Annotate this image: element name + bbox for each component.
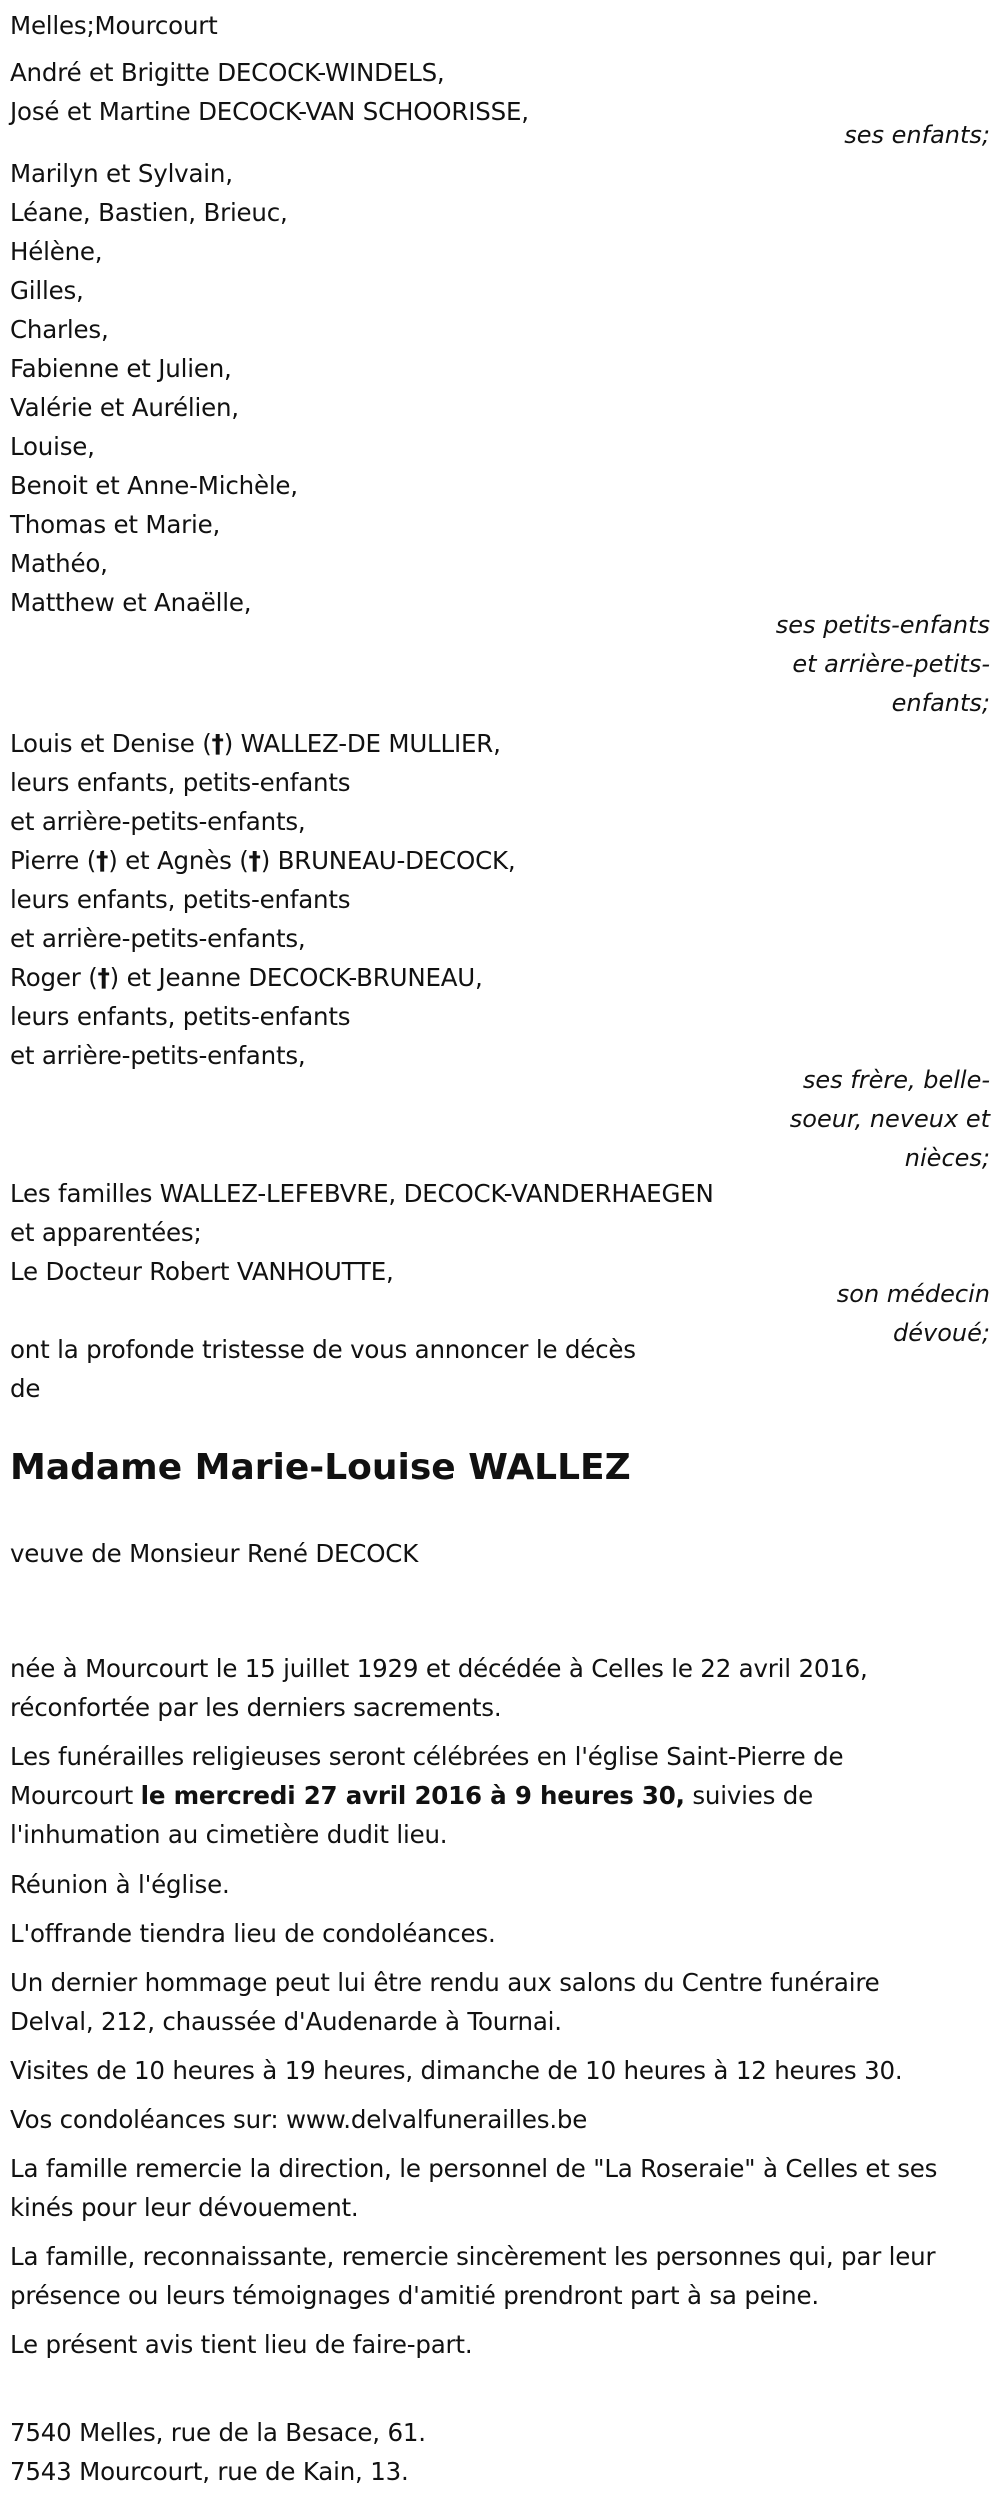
thanks-all-paragraph: La famille, reconnaissante, remercie sincèrement les personnes qui, par leur présence ou leurs témoignages d'amitié prendront part à sa peine. bbox=[10, 2242, 936, 2310]
cross-icon: † bbox=[211, 729, 224, 758]
sibling-couple: Louis et Denise (†) WALLEZ-DE MULLIER, bbox=[10, 729, 501, 758]
address-line: 7540 Melles, rue de la Besace, 61. bbox=[10, 2418, 426, 2447]
sibling-couple: Pierre (†) et Agnès (†) BRUNEAU-DECOCK, bbox=[10, 846, 516, 875]
sibling-descendants: et arrière-petits-enfants, bbox=[10, 807, 306, 836]
announcement-line: de bbox=[10, 1374, 41, 1403]
grandchild-name: Gilles, bbox=[10, 276, 84, 305]
widow-of: veuve de Monsieur René DECOCK bbox=[10, 1539, 419, 1568]
relation-line: dévoué; bbox=[893, 1319, 990, 1347]
cross-icon: † bbox=[96, 846, 109, 875]
meeting-paragraph: Réunion à l'église. bbox=[10, 1870, 230, 1899]
families-line: et apparentées; bbox=[10, 1218, 202, 1247]
relation-line: nièces; bbox=[904, 1144, 990, 1172]
relation-line: enfants; bbox=[891, 689, 990, 717]
condolences-paragraph: Vos condoléances sur: www.delvalfunerailles.be bbox=[10, 2105, 588, 2134]
grandchild-name: Louise, bbox=[10, 432, 95, 461]
child-name: José et Martine DECOCK-VAN SCHOORISSE, bbox=[10, 97, 529, 126]
grandchild-name: Charles, bbox=[10, 315, 109, 344]
deceased-name: Madame Marie-Louise WALLEZ bbox=[10, 1447, 631, 1488]
relation-line: ses petits-enfants bbox=[775, 611, 990, 639]
grandchild-name: Benoit et Anne-Michèle, bbox=[10, 471, 298, 500]
cross-icon: † bbox=[97, 963, 110, 992]
funeral-paragraph: Les funérailles religieuses seront célébrées en l'église Saint-Pierre de Mourcourt le mercredi 27 avril 2016 à 9 heures 30, suivies de l'inhumation au cimetière dudit lieu. bbox=[10, 1742, 844, 1849]
visits-paragraph: Visites de 10 heures à 19 heures, dimanche de 10 heures à 12 heures 30. bbox=[10, 2056, 903, 2085]
address-line: 7543 Mourcourt, rue de Kain, 13. bbox=[10, 2457, 409, 2486]
sibling-descendants: leurs enfants, petits-enfants bbox=[10, 1002, 351, 1031]
relation-line: soeur, neveux et bbox=[789, 1105, 990, 1133]
relation-line: ses frère, belle- bbox=[802, 1066, 990, 1094]
grandchild-name: Léane, Bastien, Brieuc, bbox=[10, 198, 288, 227]
grandchild-name: Matthew et Anaëlle, bbox=[10, 588, 252, 617]
funeral-datetime: le mercredi 27 avril 2016 à 9 heures 30, bbox=[140, 1781, 685, 1810]
doctor-relation bbox=[750, 1275, 990, 1353]
sibling-descendants: leurs enfants, petits-enfants bbox=[10, 768, 351, 797]
doctor-line: Le Docteur Robert VANHOUTTE, bbox=[10, 1257, 394, 1286]
announcement-line: ont la profonde tristesse de vous annoncer le décès bbox=[10, 1335, 636, 1364]
sibling-descendants: leurs enfants, petits-enfants bbox=[10, 885, 351, 914]
relation-line: et arrière-petits- bbox=[792, 650, 990, 678]
children-relation: ses enfants; bbox=[844, 121, 990, 149]
grandchild-name: Hélène, bbox=[10, 237, 103, 266]
thanks-staff-paragraph: La famille remercie la direction, le personnel de "La Roseraie" à Celles et ses kinés pour leur dévouement. bbox=[10, 2154, 938, 2222]
sibling-descendants: et arrière-petits-enfants, bbox=[10, 1041, 306, 1070]
grandchild-name: Thomas et Marie, bbox=[10, 510, 221, 539]
siblings-relation bbox=[750, 1061, 990, 1178]
grandchild-name: Valérie et Aurélien, bbox=[10, 393, 239, 422]
grandchild-name: Mathéo, bbox=[10, 549, 108, 578]
grandchild-name: Marilyn et Sylvain, bbox=[10, 159, 233, 188]
cross-icon: † bbox=[248, 846, 261, 875]
birth-death-paragraph: née à Mourcourt le 15 juillet 1929 et décédée à Celles le 22 avril 2016, réconfortée par les derniers sacrements. bbox=[10, 1654, 868, 1722]
grandchild-name: Fabienne et Julien, bbox=[10, 354, 232, 383]
families-line: Les familles WALLEZ-LEFEBVRE, DECOCK-VANDERHAEGEN bbox=[10, 1179, 714, 1208]
child-name: André et Brigitte DECOCK-WINDELS, bbox=[10, 58, 445, 87]
sibling-descendants: et arrière-petits-enfants, bbox=[10, 924, 306, 953]
tribute-paragraph: Un dernier hommage peut lui être rendu aux salons du Centre funéraire Delval, 212, chaussée d'Audenarde à Tournai. bbox=[10, 1968, 880, 2036]
sibling-couple: Roger (†) et Jeanne DECOCK-BRUNEAU, bbox=[10, 963, 483, 992]
offering-paragraph: L'offrande tiendra lieu de condoléances. bbox=[10, 1919, 496, 1948]
relation-line: son médecin bbox=[836, 1280, 990, 1308]
grandchildren-relation bbox=[750, 606, 990, 723]
condolences-link[interactable]: www.delvalfunerailles.be bbox=[286, 2105, 588, 2134]
locations-header: Melles;Mourcourt bbox=[10, 11, 218, 40]
notice-paragraph: Le présent avis tient lieu de faire-part. bbox=[10, 2330, 473, 2359]
